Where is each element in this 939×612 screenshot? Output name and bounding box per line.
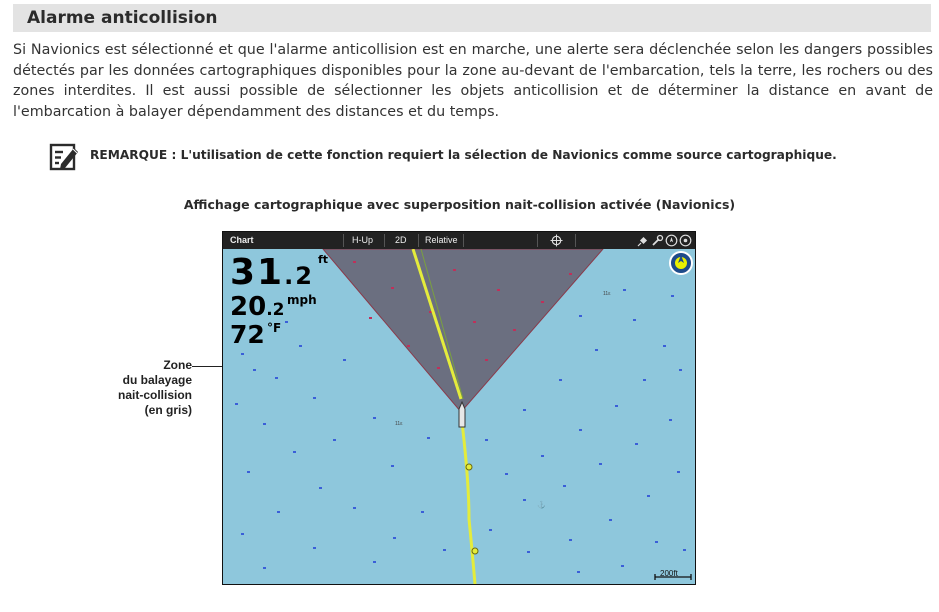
wrench-icon[interactable] — [651, 234, 664, 247]
compass-icon[interactable] — [665, 234, 678, 247]
intro-paragraph: Si Navionics est sélectionné et que l'alarme anticollision est en marche, une alerte sera déclenchée selon les dangers possibles détectés par les données cartographiques disponibles pour la zone au-devant de l'embarcation, tels la terre, les rochers ou des zones interdites. Il est aussi possible de sélectionner les objets anticollision et de déterminer la distance en avant de l'embarcation à balayer dépendamment des distances et du temps. — [13, 42, 933, 120]
titlebar-separator — [384, 234, 385, 247]
callout-line-4: (en gris) — [144, 403, 192, 417]
waypoint-marker[interactable] — [466, 464, 472, 470]
titlebar-mode[interactable]: 2D — [395, 235, 407, 245]
figure-caption: Affichage cartographique avec superposition nait-collision activée (Navionics) — [183, 197, 736, 212]
speed-readout — [230, 294, 284, 320]
titlebar-separator — [343, 234, 344, 247]
scale-label: 200ft — [660, 569, 678, 578]
gps-icon[interactable] — [679, 234, 692, 247]
titlebar-separator — [575, 234, 576, 247]
sounding-label: 11ε — [603, 291, 611, 297]
callout-line-1: Zone — [163, 358, 192, 372]
callout-line-3: nait-collision — [117, 388, 192, 402]
note-icon — [49, 142, 79, 172]
section-title: Alarme anticollision — [27, 8, 218, 28]
chart-titlebar — [223, 232, 695, 249]
speed-unit: mph — [287, 293, 317, 307]
chart-screen — [222, 231, 696, 585]
speed-decimal: .2 — [266, 300, 285, 320]
speed-value: 20 — [230, 292, 267, 322]
titlebar-orientation[interactable]: H-Up — [352, 235, 374, 245]
sounding-label: 11ε — [395, 421, 403, 427]
temperature-value: 72 — [230, 320, 265, 349]
titlebar-view[interactable]: Chart — [230, 235, 254, 245]
satellite-icon[interactable] — [637, 234, 650, 247]
section-header — [13, 4, 931, 32]
wreck-symbol: ⚓ — [537, 502, 546, 509]
titlebar-separator — [463, 234, 464, 247]
depth-unit: ft — [318, 253, 329, 266]
depth-value: 31 — [230, 252, 285, 293]
note-body: L'utilisation de cette fonction requiert la sélection de Navionics comme source cartographique. — [180, 148, 837, 162]
note-label: REMARQUE : — [90, 148, 177, 162]
callout-label — [98, 358, 192, 418]
waypoint-marker[interactable] — [472, 548, 478, 554]
titlebar-motion[interactable]: Relative — [425, 235, 458, 245]
callout-line-2: du balayage — [122, 373, 192, 387]
titlebar-separator — [537, 234, 538, 247]
depth-decimal: .2 — [284, 262, 314, 290]
boat-icon[interactable] — [459, 402, 465, 427]
temperature-unit: °F — [267, 321, 282, 335]
note-text — [90, 148, 837, 162]
titlebar-separator — [418, 234, 419, 247]
north-indicator-icon[interactable] — [670, 252, 692, 274]
depth-readout — [230, 252, 314, 293]
crosshair-icon[interactable] — [550, 234, 563, 247]
